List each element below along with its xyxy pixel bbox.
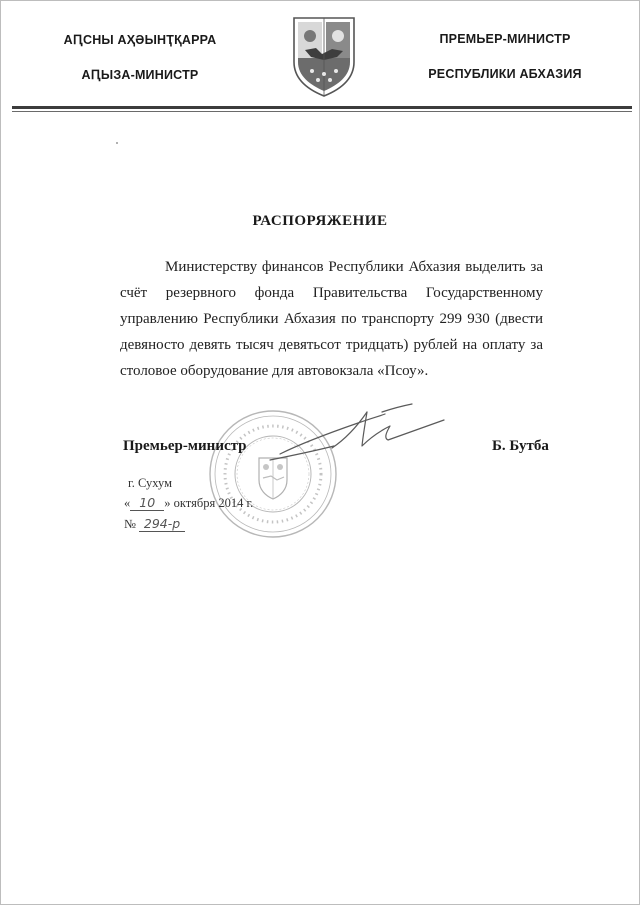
header-right-line1: ПРЕМЬЕР-МИНИСТР [439,32,571,46]
date-month-year: » октября 2014 г. [164,496,254,510]
header-divider-thin [12,111,632,112]
handwritten-signature-icon [262,398,472,468]
header-left-line1: АԤСНЫ АҲӘЫНҬҚАРРА [63,33,217,47]
header-divider-thick [12,106,632,109]
document-number [124,516,185,532]
coat-of-arms-icon [289,14,359,98]
document-body: Министерству финансов Республики Абхазия выделить за счёт резервного фонда Правительства Государственному управлению Республики Абхазия по транспорту 299 930 (двести девяносто девять тысяч девятьсот тридцать) рублей на оплату за столовое оборудование для автовокзала «Псоу». [120,259,543,379]
document-title: РАСПОРЯЖЕНИЕ [252,213,388,229]
signatory-name: Б. Бутба [492,438,549,454]
place-of-issue: г. Сухум [128,476,173,490]
header-right-line2: РЕСПУБЛИКИ АБХАЗИЯ [428,67,582,81]
number-prefix: № [124,517,136,531]
scan-speck [116,142,118,144]
issue-date [124,495,253,511]
signatory-position: Премьер-министр [123,438,247,454]
date-day: 10 [130,495,164,511]
number-value: 294-р [139,516,185,532]
header-left-line2: АԤЫЗА-МИНИСТР [81,68,199,82]
date-open-quote: « [124,496,131,510]
